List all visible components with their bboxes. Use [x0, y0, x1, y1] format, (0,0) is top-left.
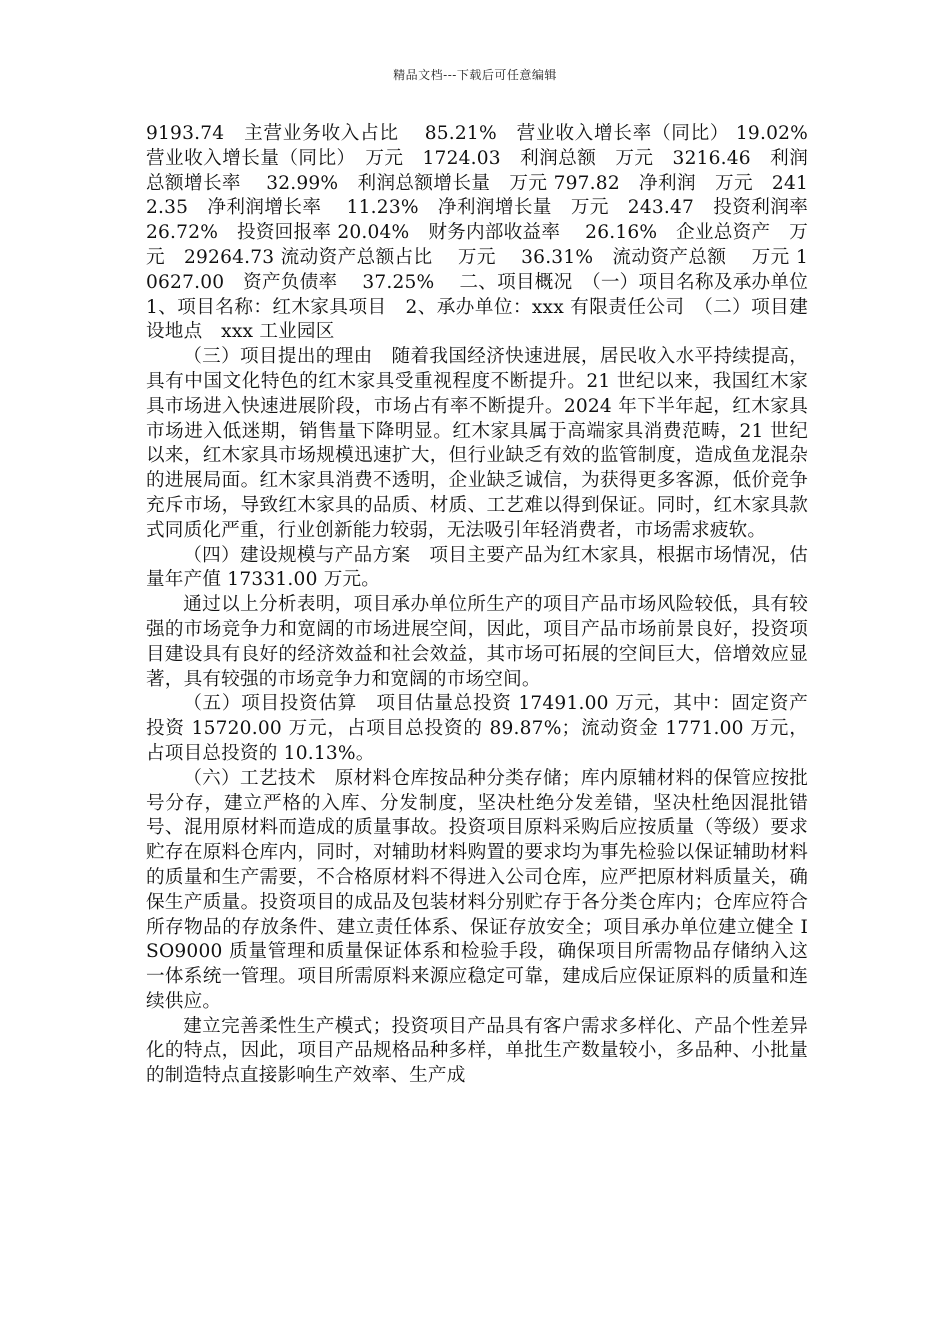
paragraph-project-rationale: （三）项目提出的理由 随着我国经济快速进展，居民收入水平持续提高，具有中国文化特色的红木家具受重视程度不断提升。21 世纪以来，我国红木家具市场进入快速进展阶段，市场占有率不断提升。2024 年下半年起，红木家具市场进入低迷期，销售量下降明显。红木家具属于高端家具消费范畴，21 世纪以来，红木家具市场规模迅速扩大，但行业缺乏有效的监管制度，造成鱼龙混杂的进展局面。红木家具消费不透明，企业缺乏诚信，为获得更多客源，低价竞争充斥市场，导致红木家具的品质、材质、工艺难以得到保证。同时，红木家具款式同质化严重，行业创新能力较弱，无法吸引年轻消费者，市场需求疲软。 [146, 346, 808, 541]
paragraph-financial-indicators: 9193.74 主营业务收入占比 85.21% 营业收入增长率（同比） 19.02% 营业收入增长量（同比） 万元 1724.03 利润总额 万元 3216.46 利润总额增长率 32.99% 利润总额增长量 万元 797.82 净利润 万元 2412.35 净利润增长率 11.23% 净利润增长量 万元 243.47 投资利润率 26.72% 投资回报率 20.04% 财务内部收益率 26.16% 企业总资产 万元 29264.73 流动资产总额占比 万元 36.31% 流动资产总额 万元 10627.00 资产负债率 37.25% 二、项目概况 （一）项目名称及承办单位 1、项目名称：红木家具项目 2、承办单位：xxx 有限责任公司 （二）项目建设地点 xxx 工业园区 [146, 123, 833, 343]
paragraph-flexible-production: 建立完善柔性生产模式；投资项目产品具有客户需求多样化、产品个性差异化的特点，因此，项目产品规格品种多样，单批生产数量较小，多品种、小批量的制造特点直接影响生产效率、生产成 [146, 1015, 808, 1087]
paragraph-scale-and-products: （四）建设规模与产品方案 项目主要产品为红木家具，根据市场情况，估量年产值 17331.00 万元。 [146, 544, 808, 591]
document-body [146, 122, 833, 1089]
paragraph-investment-estimate: （五）项目投资估算 项目估量总投资 17491.00 万元，其中：固定资产投资 15720.00 万元，占项目总投资的 89.87%；流动资金 1771.00 万元，占项目总投资的 10.13%。 [146, 693, 808, 764]
paragraph-market-analysis: 通过以上分析表明，项目承办单位所生产的项目产品市场风险较低，具有较强的市场竞争力和宽阔的市场进展空间，因此，项目产品市场前景良好，投资项目建设具有良好的经济效益和社会效益，其市场可拓展的空间巨大，倍增效应显著，具有较强的市场竞争力和宽阔的市场空间。 [146, 594, 808, 690]
paragraph-process-technology: （六）工艺技术 原材料仓库按品种分类存储；库内原辅材料的保管应按批号分存，建立严格的入库、分发制度，坚决杜绝分发差错，坚决杜绝因混批错号、混用原材料而造成的质量事故。投资项目原料采购后应按质量（等级）要求贮存在原料仓库内，同时，对辅助材料购置的要求均为事先检验以保证辅助材料的质量和生产需要，不合格原材料不得进入公司仓库，应严把原材料质量关，确保生产质量。投资项目的成品及包装材料分别贮存于各分类仓库内；仓库应符合所存物品的存放条件、建立责任体系、保证存放安全；项目承办单位建立健全 ISO9000 质量管理和质量保证体系和检验手段，确保项目所需物品存储纳入这一体系统一管理。项目所需原料来源应稳定可靠，建成后应保证原料的质量和连续供应。 [146, 767, 808, 1012]
page-header: 精品文档---下载后可任意编辑 [393, 68, 557, 82]
